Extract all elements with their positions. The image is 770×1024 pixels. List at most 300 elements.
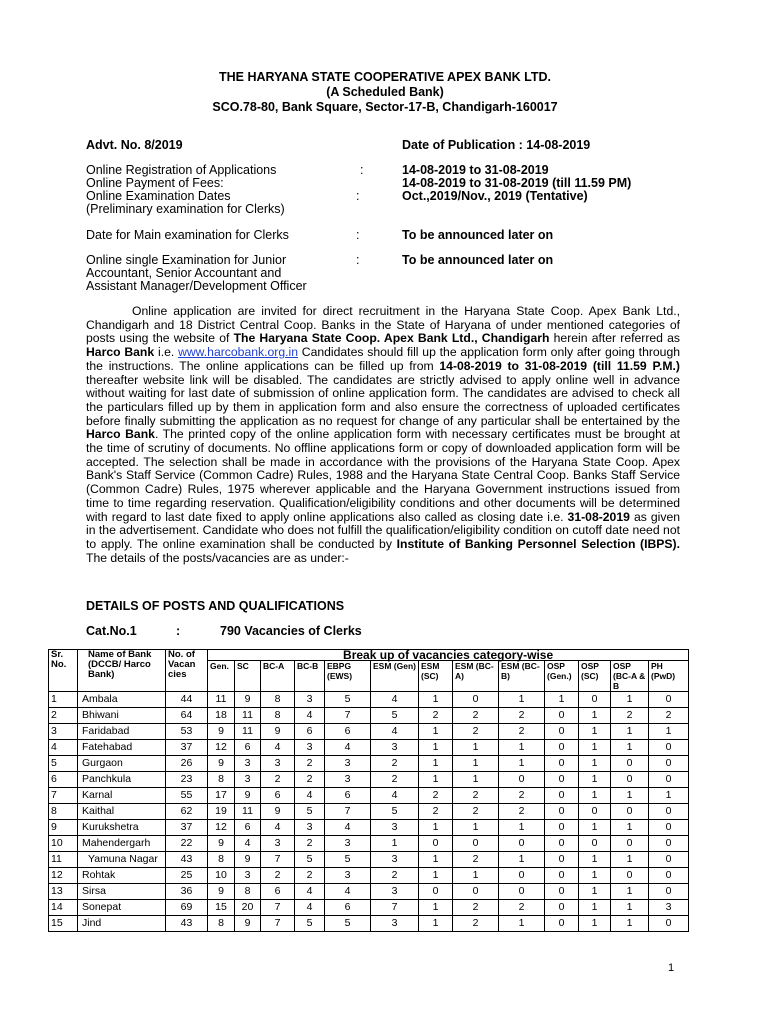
table-cell: 4	[295, 900, 325, 916]
table-cell: 7	[325, 708, 371, 724]
table-cell: 0	[545, 756, 579, 772]
table-cell: 2	[419, 708, 453, 724]
table-cell: 3	[261, 836, 295, 852]
table-cell: 0	[649, 692, 689, 708]
table-cell: 44	[166, 692, 208, 708]
website-link[interactable]: www.harcobank.org.in	[178, 345, 298, 360]
table-cell: 9	[208, 884, 235, 900]
table-cell: 0	[649, 884, 689, 900]
table-cell: 2	[611, 708, 649, 724]
table-row	[49, 836, 689, 852]
table-cell: 1	[579, 772, 611, 788]
table-cell: 5	[49, 756, 78, 772]
table-cell: 2	[499, 788, 545, 804]
table-cell: 1	[579, 724, 611, 740]
table-cell: 1	[545, 692, 579, 708]
details-heading: DETAILS OF POSTS AND QUALIFICATIONS	[86, 599, 345, 613]
table-cell: 2	[295, 772, 325, 788]
letterhead	[0, 70, 770, 115]
table-cell: 3	[371, 820, 419, 836]
table-cell: 1	[579, 916, 611, 932]
table-row	[49, 788, 689, 804]
table-cell: 1	[499, 740, 545, 756]
table-cell: 0	[649, 836, 689, 852]
table-cell: 2	[295, 836, 325, 852]
table-cell: 0	[545, 724, 579, 740]
table-cell: 9	[208, 836, 235, 852]
table-cell: 0	[545, 868, 579, 884]
table-cell: 1	[419, 724, 453, 740]
table-cell: 11	[49, 852, 78, 868]
table-row	[49, 820, 689, 836]
table-cell: 1	[611, 724, 649, 740]
schedule-colon: :	[356, 189, 360, 203]
table-cell: 3	[325, 756, 371, 772]
table-cell: 19	[208, 804, 235, 820]
table-cell: 4	[295, 708, 325, 724]
header-category: BC-A	[261, 661, 295, 692]
table-cell: 13	[49, 884, 78, 900]
table-cell: 0	[419, 836, 453, 852]
table-cell: 43	[166, 916, 208, 932]
table-cell: 1	[611, 740, 649, 756]
table-cell: 1	[649, 724, 689, 740]
header-bank-name: Name of Bank (DCCB/ Harco Bank)	[78, 650, 166, 692]
table-cell: 1	[611, 788, 649, 804]
table-cell: 9	[49, 820, 78, 836]
table-cell: 55	[166, 788, 208, 804]
para-text: The details of the posts/vacancies are as under:-	[86, 550, 349, 565]
table-cell: 1	[453, 756, 499, 772]
table-cell: 4	[295, 884, 325, 900]
table-cell: 20	[235, 900, 261, 916]
table-cell: 0	[453, 884, 499, 900]
table-row	[49, 724, 689, 740]
table-cell: 1	[579, 900, 611, 916]
schedule-label: Accountant, Senior Accountant and	[86, 266, 282, 280]
table-cell: 6	[261, 884, 295, 900]
schedule-colon: :	[356, 228, 360, 242]
table-cell: 6	[325, 900, 371, 916]
schedule-value: 14-08-2019 to 31-08-2019	[402, 163, 549, 177]
para-text: . The printed copy of the online application form with necessary certificates must be brought at the time of scrutiny of documents. No offline applications form or copy of downloaded application form will be accepted. The selection shall be made in accordance with the provisions of the Haryana State Coop. Apex Bank's Staff Service (Common Cadre) Rules, 1988 and the Haryana State Central Coop. Banks Staff Service (Common Cadre) Rules, 1975 wherever applicable and the Haryana Government instructions issued from time to time regarding reservation. Qualification/eligibility conditions and other documents will be determined with regard to last date fixed to apply online applications also called as closing date i.e.	[86, 427, 681, 524]
table-cell: 1	[453, 740, 499, 756]
table-cell: 1	[499, 852, 545, 868]
table-cell: 9	[235, 788, 261, 804]
table-cell: 0	[545, 884, 579, 900]
para-text: i.e.	[154, 345, 179, 360]
table-cell: 6	[295, 724, 325, 740]
header-category: OSP (Gen.)	[545, 661, 579, 692]
table-cell: 7	[325, 804, 371, 820]
table-cell: 9	[261, 804, 295, 820]
table-cell: 3	[649, 900, 689, 916]
table-cell: 1	[419, 756, 453, 772]
table-cell: 2	[371, 772, 419, 788]
schedule-label: Online Registration of Applications	[86, 163, 277, 177]
table-cell: 9	[208, 724, 235, 740]
table-cell: 23	[166, 772, 208, 788]
table-cell: 7	[261, 916, 295, 932]
table-cell: 6	[261, 788, 295, 804]
table-cell: 10	[208, 868, 235, 884]
table-cell: 1	[419, 772, 453, 788]
table-cell: 2	[419, 788, 453, 804]
header-category: ESM (Gen)	[371, 661, 419, 692]
table-cell: 2	[499, 804, 545, 820]
table-cell: 0	[579, 836, 611, 852]
schedule-value: To be announced later on	[402, 228, 554, 242]
table-cell: 1	[579, 708, 611, 724]
para-bold: Harco Bank	[86, 427, 155, 442]
table-cell: 11	[235, 804, 261, 820]
table-cell: 1	[499, 820, 545, 836]
bank-name-cell: Bhiwani	[78, 708, 166, 724]
table-cell: 3	[261, 756, 295, 772]
table-cell: 0	[611, 868, 649, 884]
table-cell: 9	[235, 852, 261, 868]
table-cell: 10	[49, 836, 78, 852]
table-cell: 0	[649, 916, 689, 932]
table-cell: 2	[453, 804, 499, 820]
table-cell: 4	[371, 724, 419, 740]
table-cell: 9	[261, 724, 295, 740]
table-cell: 2	[499, 708, 545, 724]
bank-name-cell: Faridabad	[78, 724, 166, 740]
table-cell: 1	[579, 884, 611, 900]
table-cell: 0	[545, 708, 579, 724]
table-cell: 4	[261, 740, 295, 756]
table-cell: 0	[545, 788, 579, 804]
table-cell: 0	[649, 756, 689, 772]
para-bold: Harco Bank	[86, 345, 155, 360]
table-cell: 1	[611, 916, 649, 932]
table-cell: 0	[579, 692, 611, 708]
para-text: thereafter website link will be disabled. The candidates are strictly advised to apply online well in advance without waiting for last date of submission of online application form. The candidates are advised to check all the particulars filled up by them in application form and also ensure the correctness of uploaded certificates before finally submitting the application as no request for change of any particular shall be entertained by the	[86, 372, 680, 428]
table-cell: 1	[419, 852, 453, 868]
category-colon: :	[176, 624, 181, 638]
bank-name-cell: Jind	[78, 916, 166, 932]
table-cell: 6	[235, 820, 261, 836]
bank-name-cell: Sirsa	[78, 884, 166, 900]
table-cell: 2	[371, 756, 419, 772]
table-cell: 0	[649, 820, 689, 836]
table-cell: 0	[499, 772, 545, 788]
table-cell: 15	[49, 916, 78, 932]
bank-name-cell: Kurukshetra	[78, 820, 166, 836]
table-cell: 5	[371, 804, 419, 820]
table-row	[49, 884, 689, 900]
table-cell: 5	[295, 852, 325, 868]
table-cell: 9	[235, 916, 261, 932]
table-cell: 6	[325, 788, 371, 804]
table-cell: 3	[235, 772, 261, 788]
table-cell: 0	[649, 740, 689, 756]
table-cell: 9	[208, 756, 235, 772]
table-cell: 1	[611, 852, 649, 868]
table-cell: 0	[649, 804, 689, 820]
table-cell: 0	[453, 692, 499, 708]
schedule-label: Assistant Manager/Development Officer	[86, 279, 307, 293]
table-cell: 5	[325, 916, 371, 932]
table-cell: 1	[579, 820, 611, 836]
table-cell: 7	[49, 788, 78, 804]
bank-name-cell: Rohtak	[78, 868, 166, 884]
table-cell: 0	[579, 804, 611, 820]
bank-name-cell: Sonepat	[78, 900, 166, 916]
schedule-label: Online single Examination for Junior	[86, 253, 287, 267]
table-cell: 2	[453, 852, 499, 868]
table-cell: 0	[649, 772, 689, 788]
table-cell: 6	[49, 772, 78, 788]
table-cell: 11	[235, 708, 261, 724]
table-cell: 2	[453, 708, 499, 724]
schedule-value: Oct.,2019/Nov., 2019 (Tentative)	[402, 189, 588, 203]
table-cell: 1	[579, 740, 611, 756]
table-cell: 4	[371, 692, 419, 708]
table-cell: 3	[371, 916, 419, 932]
table-cell: 4	[295, 788, 325, 804]
table-cell: 5	[295, 916, 325, 932]
header-category: ESM (BC-A)	[453, 661, 499, 692]
header-category: SC	[235, 661, 261, 692]
page-number: 1	[668, 962, 675, 974]
bank-name-cell: Mahendergarh	[78, 836, 166, 852]
table-cell: 5	[371, 708, 419, 724]
bank-address: SCO.78-80, Bank Square, Sector-17-B, Chandigarh-160017	[212, 100, 558, 114]
header-sr: Sr. No.	[49, 650, 78, 692]
table-cell: 1	[419, 740, 453, 756]
schedule-colon: :	[360, 163, 364, 177]
table-cell: 9	[235, 692, 261, 708]
table-cell: 4	[325, 740, 371, 756]
table-cell: 8	[49, 804, 78, 820]
table-cell: 2	[499, 900, 545, 916]
para-text: Online application are invited for direct recruitment in the Haryana State Coop. Apex Bank Ltd., Chandigarh and 18 District Central Coop. Banks in the State of Haryana of under mentioned categories of posts using the website of	[86, 304, 680, 346]
table-cell: 1	[453, 820, 499, 836]
table-cell: 0	[611, 804, 649, 820]
table-cell: 1	[419, 868, 453, 884]
table-cell: 64	[166, 708, 208, 724]
table-cell: 2	[499, 724, 545, 740]
category-description: 790 Vacancies of Clerks	[220, 624, 362, 638]
table-cell: 0	[453, 836, 499, 852]
table-cell: 25	[166, 868, 208, 884]
table-header-row	[49, 650, 689, 661]
table-cell: 4	[325, 820, 371, 836]
table-cell: 8	[261, 708, 295, 724]
table-cell: 1	[499, 692, 545, 708]
table-cell: 3	[325, 772, 371, 788]
table-cell: 37	[166, 740, 208, 756]
table-cell: 1	[579, 788, 611, 804]
table-row	[49, 852, 689, 868]
header-category: EBPG (EWS)	[325, 661, 371, 692]
table-cell: 2	[419, 804, 453, 820]
schedule-label: (Preliminary examination for Clerks)	[86, 202, 285, 216]
table-cell: 3	[295, 692, 325, 708]
schedule-colon: :	[356, 253, 360, 267]
table-cell: 0	[545, 916, 579, 932]
table-cell: 2	[453, 900, 499, 916]
table-cell: 1	[419, 692, 453, 708]
table-cell: 0	[649, 852, 689, 868]
table-row	[49, 756, 689, 772]
table-cell: 15	[208, 900, 235, 916]
table-cell: 11	[235, 724, 261, 740]
table-cell: 2	[261, 772, 295, 788]
table-cell: 14	[49, 900, 78, 916]
table-cell: 0	[545, 852, 579, 868]
header-category: OSP (SC)	[579, 661, 611, 692]
table-cell: 11	[208, 692, 235, 708]
table-cell: 12	[208, 820, 235, 836]
publication-date: Date of Publication : 14-08-2019	[402, 138, 591, 152]
table-cell: 1	[611, 692, 649, 708]
schedule-label: Date for Main examination for Clerks	[86, 228, 289, 242]
table-cell: 3	[371, 852, 419, 868]
para-text: as given in the advertisement. Candidate who does not fulfill the qualification/eligibility condition on cutoff date need not to apply. The online examination shall be conducted by	[86, 509, 681, 551]
table-row	[49, 708, 689, 724]
table-cell: 0	[545, 772, 579, 788]
table-cell: 3	[235, 868, 261, 884]
table-cell: 0	[545, 804, 579, 820]
table-cell: 3	[295, 740, 325, 756]
table-cell: 2	[453, 916, 499, 932]
schedule-label: Online Payment of Fees:	[86, 176, 224, 190]
table-cell: 5	[325, 692, 371, 708]
table-row	[49, 804, 689, 820]
table-cell: 4	[261, 820, 295, 836]
table-cell: 0	[649, 868, 689, 884]
table-row	[49, 692, 689, 708]
header-category: PH (PwD)	[649, 661, 689, 692]
table-cell: 12	[208, 740, 235, 756]
advt-number: Advt. No. 8/2019	[86, 138, 183, 152]
table-cell: 22	[166, 836, 208, 852]
table-cell: 2	[295, 868, 325, 884]
header-category: ESM (BC-B)	[499, 661, 545, 692]
bank-type: (A Scheduled Bank)	[326, 85, 444, 99]
table-cell: 1	[579, 756, 611, 772]
para-bold: Institute of Banking Personnel Selection (IBPS).	[396, 536, 681, 551]
vacancy-table	[48, 649, 689, 932]
table-cell: 43	[166, 852, 208, 868]
table-cell: 7	[371, 900, 419, 916]
table-cell: 1	[611, 820, 649, 836]
bank-name-cell: Kaithal	[78, 804, 166, 820]
para-text: herein after referred as	[549, 331, 680, 346]
table-cell: 3	[295, 820, 325, 836]
table-cell: 26	[166, 756, 208, 772]
table-cell: 3	[371, 740, 419, 756]
table-cell: 3	[49, 724, 78, 740]
table-cell: 18	[208, 708, 235, 724]
table-cell: 1	[499, 756, 545, 772]
table-cell: 1	[371, 836, 419, 852]
table-cell: 62	[166, 804, 208, 820]
header-category: Gen.	[208, 661, 235, 692]
table-cell: 8	[208, 852, 235, 868]
table-cell: 37	[166, 820, 208, 836]
table-cell: 2	[371, 868, 419, 884]
para-bold: The Haryana State Coop. Apex Bank Ltd., Chandigarh	[233, 331, 550, 346]
header-category: ESM (SC)	[419, 661, 453, 692]
table-cell: 0	[545, 836, 579, 852]
bank-name-cell: Karnal	[78, 788, 166, 804]
table-cell: 1	[649, 788, 689, 804]
table-cell: 1	[499, 916, 545, 932]
table-cell: 36	[166, 884, 208, 900]
table-row	[49, 772, 689, 788]
table-cell: 53	[166, 724, 208, 740]
table-cell: 2	[649, 708, 689, 724]
bank-name: THE HARYANA STATE COOPERATIVE APEX BANK LTD.	[219, 70, 551, 84]
table-row	[49, 916, 689, 932]
table-cell: 1	[579, 868, 611, 884]
table-cell: 17	[208, 788, 235, 804]
table-cell: 5	[295, 804, 325, 820]
bank-name-cell: Yamuna Nagar	[78, 852, 166, 868]
table-cell: 0	[545, 820, 579, 836]
table-cell: 7	[261, 852, 295, 868]
table-cell: 1	[49, 692, 78, 708]
bank-name-cell: Fatehabad	[78, 740, 166, 756]
table-cell: 2	[261, 868, 295, 884]
table-cell: 1	[453, 772, 499, 788]
table-row	[49, 868, 689, 884]
table-cell: 4	[371, 788, 419, 804]
bank-name-cell: Ambala	[78, 692, 166, 708]
table-cell: 2	[453, 724, 499, 740]
table-cell: 6	[325, 724, 371, 740]
bank-name-cell: Gurgaon	[78, 756, 166, 772]
table-cell: 2	[49, 708, 78, 724]
table-cell: 4	[235, 836, 261, 852]
table-cell: 1	[453, 868, 499, 884]
table-cell: 0	[499, 836, 545, 852]
table-cell: 8	[208, 916, 235, 932]
para-text: Candidates should fill up the application form only after going through the instructions. The online applications can be filled up from	[86, 345, 681, 373]
category-number: Cat.No.1	[86, 624, 137, 638]
schedule-value: To be announced later on	[402, 253, 554, 267]
table-cell: 1	[419, 916, 453, 932]
schedule-label: Online Examination Dates	[86, 189, 231, 203]
table-cell: 2	[453, 788, 499, 804]
body-paragraph	[86, 305, 680, 565]
table-cell: 0	[545, 740, 579, 756]
para-bold: 31-08-2019	[567, 509, 630, 524]
table-cell: 1	[419, 900, 453, 916]
bank-name-cell: Panchkula	[78, 772, 166, 788]
table-row	[49, 900, 689, 916]
table-cell: 0	[419, 884, 453, 900]
table-cell: 0	[499, 868, 545, 884]
table-row	[49, 740, 689, 756]
table-cell: 0	[611, 756, 649, 772]
table-cell: 4	[49, 740, 78, 756]
table-cell: 7	[261, 900, 295, 916]
table-cell: 3	[325, 868, 371, 884]
table-cell: 5	[325, 852, 371, 868]
table-cell: 12	[49, 868, 78, 884]
table-cell: 1	[611, 884, 649, 900]
table-cell: 1	[419, 820, 453, 836]
table-cell: 69	[166, 900, 208, 916]
table-cell: 0	[611, 772, 649, 788]
table-cell: 1	[579, 852, 611, 868]
table-cell: 1	[611, 900, 649, 916]
